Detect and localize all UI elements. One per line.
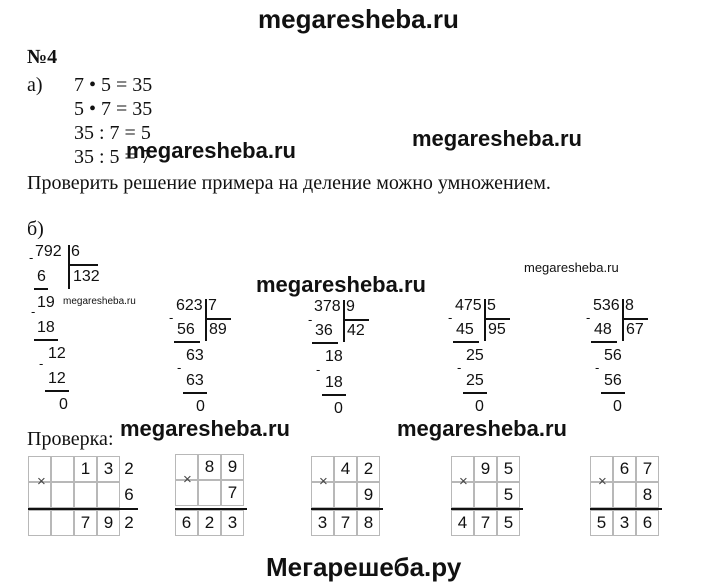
grid-digit: 8: [204, 457, 215, 476]
divisor: 5: [487, 297, 496, 314]
conclusion-text: Проверить решение примера на деление можно умножением.: [27, 172, 551, 194]
dividend: 792: [35, 243, 62, 260]
minus-sign: -: [31, 304, 36, 319]
watermark-top: megaresheba.ru: [258, 4, 459, 34]
division-step: 63: [186, 372, 204, 389]
division-step: 48: [594, 321, 612, 338]
grid-digit: 7: [80, 513, 91, 532]
multiplication-check: [28, 456, 138, 536]
division-step: 0: [613, 398, 622, 415]
equation-line: 35 : 5 = 7: [74, 146, 151, 168]
dividend: 378: [314, 298, 341, 315]
division-step: 0: [196, 398, 205, 415]
watermark-tiny: megaresheba.ru: [63, 296, 136, 307]
division-step: 0: [334, 400, 343, 417]
watermark-mid: megaresheba.ru: [126, 138, 296, 163]
watermark-lower: megaresheba.ru: [120, 416, 290, 441]
equation-line: 5 • 7 = 35: [74, 98, 153, 120]
quotient: 67: [626, 321, 644, 338]
division-step: 6: [37, 268, 46, 285]
equation-line: 35 : 7 = 5: [74, 122, 151, 144]
grid-digit: 3: [227, 513, 238, 532]
grid-digit: 9: [103, 513, 114, 532]
grid-digit: 9: [363, 485, 374, 504]
grid-digit: 5: [503, 513, 514, 532]
minus-sign: -: [169, 310, 174, 325]
minus-sign: -: [308, 312, 313, 327]
division-step: 56: [177, 321, 195, 338]
division-step: 0: [475, 398, 484, 415]
part-a-label: а): [27, 74, 43, 96]
minus-sign: -: [39, 356, 44, 371]
division-step: 18: [325, 348, 343, 365]
grid-digit: 2: [204, 513, 215, 532]
multiplication-check: [451, 456, 537, 536]
grid-digit: 3: [103, 459, 114, 478]
grid-digit: 5: [503, 459, 514, 478]
grid-digit: 6: [181, 513, 192, 532]
division-step: 12: [48, 345, 66, 362]
division-step: 0: [59, 396, 68, 413]
grid-digit: 6: [124, 485, 134, 504]
grid-digit: 5: [503, 485, 514, 504]
minus-sign: -: [457, 360, 462, 375]
multiply-sign: ×: [37, 473, 46, 490]
grid-digit: 3: [317, 513, 328, 532]
division-step: 18: [325, 374, 343, 391]
grid-digit: 2: [124, 513, 134, 532]
division-step: 18: [37, 319, 55, 336]
grid-digit: 6: [642, 513, 653, 532]
division-step: 19: [37, 294, 55, 311]
grid-digit: 9: [227, 457, 238, 476]
grid-digit: 2: [363, 459, 374, 478]
division-step: 25: [466, 347, 484, 364]
dividend: 536: [593, 297, 620, 314]
multiplication-check: [311, 456, 397, 536]
grid-digit: 1: [80, 459, 91, 478]
divisor: 6: [71, 243, 80, 260]
quotient: 132: [73, 268, 100, 285]
multiply-sign: ×: [319, 473, 328, 490]
multiplication-check: [590, 456, 676, 536]
watermark-bottom: Мегарешеба.ру: [266, 552, 462, 582]
division-step: 12: [48, 370, 66, 387]
grid-digit: 9: [480, 459, 491, 478]
minus-sign: -: [316, 362, 321, 377]
multiply-sign: ×: [459, 473, 468, 490]
division-step: 25: [466, 372, 484, 389]
grid-digit: 3: [619, 513, 630, 532]
watermark-mid: megaresheba.ru: [412, 126, 582, 151]
grid-digit: 2: [124, 459, 134, 478]
division-step: 45: [456, 321, 474, 338]
task-number: №4: [27, 46, 58, 68]
divisor: 9: [346, 298, 355, 315]
grid-digit: 8: [363, 513, 374, 532]
grid-digit: 7: [480, 513, 491, 532]
minus-sign: -: [177, 360, 182, 375]
check-label: Проверка:: [27, 428, 114, 450]
multiply-sign: ×: [183, 471, 192, 488]
grid-digit: 4: [457, 513, 468, 532]
grid-digit: 8: [642, 485, 653, 504]
divisor: 7: [208, 297, 217, 314]
quotient: 42: [347, 322, 365, 339]
watermark-mid: megaresheba.ru: [256, 272, 426, 297]
dividend: 623: [176, 297, 203, 314]
multiplication-check: [175, 454, 261, 536]
division-step: 56: [604, 372, 622, 389]
grid-digit: 7: [642, 459, 653, 478]
minus-sign: -: [586, 310, 591, 325]
grid-digit: 7: [340, 513, 351, 532]
multiply-sign: ×: [598, 473, 607, 490]
divisor: 8: [625, 297, 634, 314]
dividend: 475: [455, 297, 482, 314]
equation-line: 7 • 5 = 35: [74, 74, 153, 96]
division-step: 36: [315, 322, 333, 339]
minus-sign: -: [29, 250, 34, 265]
division-step: 63: [186, 347, 204, 364]
watermark-lower: megaresheba.ru: [397, 416, 567, 441]
quotient: 89: [209, 321, 227, 338]
grid-digit: 7: [227, 483, 238, 502]
part-b-label: б): [27, 218, 44, 240]
watermark-small: megaresheba.ru: [524, 260, 619, 275]
minus-sign: -: [595, 360, 600, 375]
grid-digit: 6: [619, 459, 630, 478]
minus-sign: -: [448, 310, 453, 325]
grid-digit: 4: [340, 459, 351, 478]
grid-digit: 5: [596, 513, 607, 532]
quotient: 95: [488, 321, 506, 338]
division-step: 56: [604, 347, 622, 364]
